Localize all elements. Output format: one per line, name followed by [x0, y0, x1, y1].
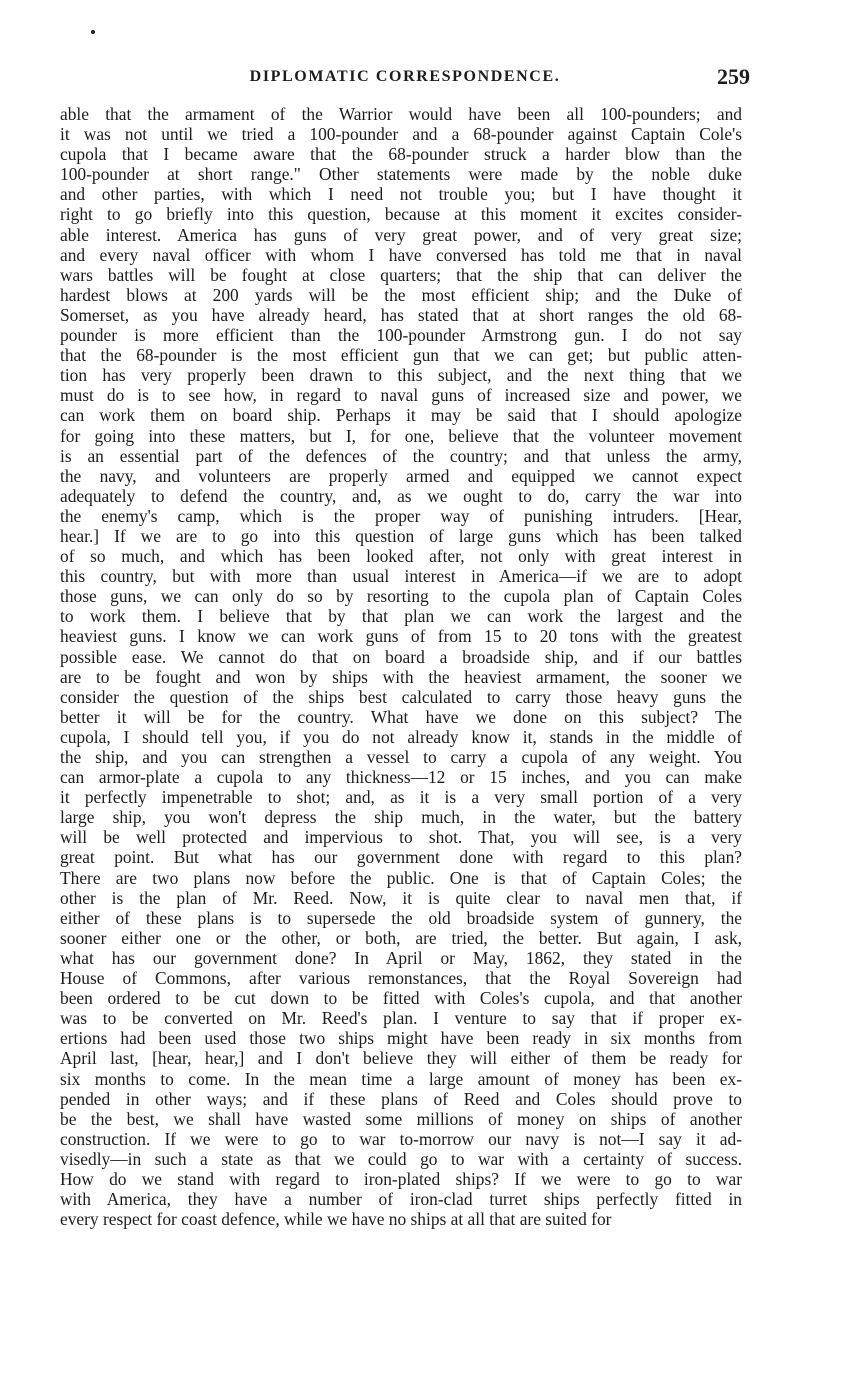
text-line: There are two plans now before the public. One is that of Captain Coles; the — [60, 867, 742, 888]
text-line: hardest blows at 200 yards will be the most efficient ship; and the Duke of — [60, 284, 742, 305]
running-head: DIPLOMATIC CORRESPONDENCE. — [249, 68, 561, 85]
text-line: that the 68-pounder is the most efficient gun that we can get; but public atten- — [60, 345, 742, 366]
text-line: will be well protected and impervious to shot. That, you will see, is a very — [60, 827, 742, 848]
text-line: construction. If we were to go to war to-morrow our navy is not—I say it ad- — [60, 1128, 742, 1149]
text-line: can work them on board ship. Perhaps it may be said that I should apologize — [60, 405, 742, 426]
text-line: visedly—in such a state as that we could go to war with a certainty of success. — [60, 1148, 742, 1169]
text-line: right to go briefly into this question, because at this moment it excites consider- — [60, 204, 742, 225]
text-line: tion has very properly been drawn to this subject, and the next thing that we — [60, 365, 742, 386]
text-line: the navy, and volunteers are properly armed and equipped we cannot expect — [60, 465, 742, 486]
text-line: other is the plan of Mr. Reed. Now, it is quite clear to naval men that, if — [60, 887, 742, 908]
text-line: every respect for coast defence, while we have no ships at all that are suited for — [60, 1209, 612, 1230]
text-line: can armor-plate a cupola to any thickness—12 or 15 inches, and you can make — [60, 767, 742, 788]
text-line: those guns, we can only do so by resorting to the cupola plan of Captain Coles — [60, 586, 742, 607]
text-line: adequately to defend the country, and, as we ought to do, carry the war into — [60, 485, 742, 506]
text-line: the enemy's camp, which is the proper way of punishing intruders. [Hear, — [60, 505, 742, 526]
text-line: been ordered to be cut down to be fitted with Coles's cupola, and that another — [60, 988, 742, 1009]
text-line: what has our government done? In April or May, 1862, they stated in the — [60, 947, 742, 968]
text-line: possible ease. We cannot do that on board a broadside ship, and if our battles — [60, 646, 742, 667]
text-line: of so much, and which has been looked after, not only with great interest in — [60, 546, 742, 567]
text-line: be the best, we shall have wasted some millions of money on ships of another — [60, 1108, 742, 1129]
text-line: April last, [hear, hear,] and I don't believe they will either of them be ready for — [60, 1048, 742, 1069]
text-line: cupola, I should tell you, if you do not already know it, stands in the middle of — [60, 726, 742, 747]
text-line: heaviest guns. I know we can work guns of from 15 to 20 tons with the greatest — [60, 626, 742, 647]
text-line: able interest. America has guns of very great power, and of very great size; — [60, 224, 742, 245]
text-line: and other parties, with which I need not trouble you; but I have thought it — [60, 184, 742, 205]
text-line: must do is to see how, in regard to naval guns of increased size and power, we — [60, 385, 742, 406]
text-line: hear.] If we are to go into this question of large guns which has been talked — [60, 525, 742, 546]
text-line: large ship, you won't depress the ship much, in the water, but the battery — [60, 807, 742, 828]
text-line: and every naval officer with whom I have conversed has told me that in naval — [60, 244, 742, 265]
text-line: pounder is more efficient than the 100-pounder Armstrong gun. I do not say — [60, 325, 742, 346]
text-line: it perfectly impenetrable to shot; and, as it is a very small portion of a very — [60, 787, 742, 808]
text-line: wars battles will be fought at close quarters; that the ship that can deliver the — [60, 264, 742, 285]
text-line: 100-pounder at short range." Other statements were made by the noble duke — [60, 164, 742, 185]
text-line: to work them. I believe that by that plan we can work the largest and the — [60, 606, 742, 627]
text-line: great point. But what has our government done with regard to this plan? — [60, 847, 742, 868]
text-line: pended in other ways; and if these plans of Reed and Coles should prove to — [60, 1088, 742, 1109]
text-line: with America, they have a number of iron-clad turret ships perfectly fitted in — [60, 1189, 742, 1210]
text-line: sooner either one or the other, or both, are tried, the better. But again, I ask, — [60, 927, 742, 948]
text-line: better it will be for the country. What have we done on this subject? The — [60, 706, 742, 727]
text-line: able that the armament of the Warrior would have been all 100-pounders; and — [60, 104, 742, 124]
text-line: either of these plans is to supersede the old broadside system of gunnery, the — [60, 907, 742, 928]
text-line: House of Commons, after various remonstances, that the Royal Sovereign had — [60, 968, 742, 989]
text-line: Somerset, as you have already heard, has stated that at short ranges the old 68- — [60, 304, 742, 325]
text-line: consider the question of the ships best calculated to carry those heavy guns the — [60, 686, 742, 707]
body-text — [60, 104, 742, 1229]
text-line: six months to come. In the mean time a large amount of money has been ex- — [60, 1068, 742, 1089]
ink-speck — [91, 30, 95, 34]
text-line: is an essential part of the defences of the country; and that unless the army, — [60, 445, 742, 466]
text-line: the ship, and you can strengthen a vessel to carry a cupola of any weight. You — [60, 747, 742, 767]
text-line: was to be converted on Mr. Reed's plan. I venture to say that if proper ex- — [60, 1008, 742, 1029]
text-line: this country, but with more than usual interest in America—if we are to adopt — [60, 566, 742, 587]
text-line: ertions had been used those two ships might have been ready in six months from — [60, 1028, 742, 1049]
text-line: cupola that I became aware that the 68-pounder struck a harder blow than the — [60, 144, 742, 165]
text-line: are to be fought and won by ships with the heaviest armament, the sooner we — [60, 666, 742, 687]
text-line: for going into these matters, but I, for one, believe that the volunteer movement — [60, 425, 742, 446]
page-number: 259 — [717, 64, 750, 89]
text-line: How do we stand with regard to iron-plated ships? If we were to go to war — [60, 1168, 742, 1189]
page-header — [60, 64, 750, 94]
text-line: it was not until we tried a 100-pounder and a 68-pounder against Captain Cole's — [60, 124, 742, 145]
